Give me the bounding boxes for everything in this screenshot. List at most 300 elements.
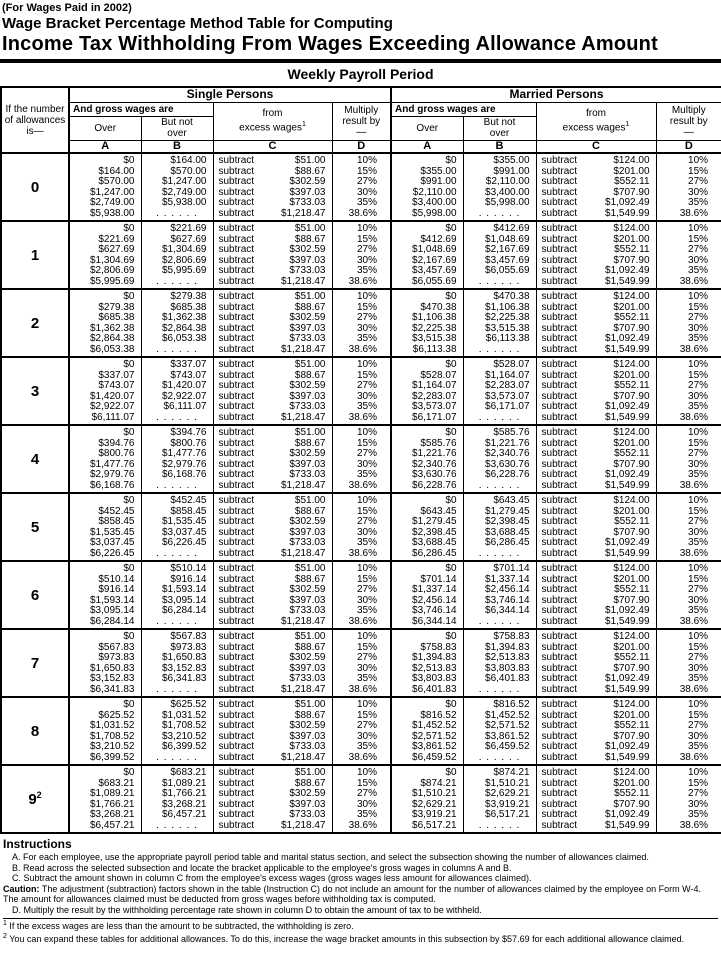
amount-line: . . . . . .: [478, 615, 521, 627]
amount-line: $973.83: [170, 641, 207, 653]
subtract-line: [537, 810, 656, 821]
subtract-line: [214, 585, 332, 596]
subtract-amount: $1,549.99: [605, 683, 650, 695]
married-col-b: B: [463, 140, 536, 153]
married-not-over-cell: [463, 561, 536, 629]
subtract-line: [537, 564, 656, 575]
subtract-amount: $201.00: [613, 777, 650, 789]
subtract-amount: $302.59: [289, 312, 326, 323]
rate-line: 30%: [357, 798, 378, 810]
subtract-line: [214, 564, 332, 575]
subtract-label: subtract: [218, 526, 255, 538]
subtract-label: subtract: [218, 547, 255, 559]
subtract-amount: $397.03: [289, 662, 326, 674]
subtract-amount: $302.59: [289, 448, 326, 459]
subtract-label: subtract: [541, 186, 578, 198]
subtract-line: [537, 334, 656, 345]
amount-line: . . . . . .: [478, 411, 521, 423]
married-not-over-cell: [463, 357, 536, 425]
rate-line: 38.6%: [679, 615, 709, 627]
amount-line: $1,304.69: [162, 244, 207, 255]
subtract-label: subtract: [218, 573, 255, 585]
subtract-label: subtract: [541, 720, 578, 731]
subtract-line: [537, 360, 656, 371]
subtract-label: subtract: [541, 479, 578, 491]
subtract-line: [537, 209, 656, 220]
subtract-amount: $302.59: [289, 244, 326, 255]
amount-line: $1,420.07: [162, 380, 207, 391]
allowances-column-header: If the number of allowances is—: [1, 87, 69, 153]
subtract-label: subtract: [218, 537, 255, 548]
subtract-label: subtract: [218, 233, 255, 245]
amount-line: $412.69: [493, 223, 530, 234]
subtract-line: [214, 496, 332, 507]
subtract-line: [214, 345, 332, 356]
rate-line: 38.6%: [679, 751, 709, 763]
amount-line: $991.00: [493, 165, 530, 177]
rate-line: 27%: [688, 516, 709, 527]
footnotes: [3, 919, 718, 944]
subtract-label: subtract: [541, 427, 578, 438]
married-subtract-cell: [536, 561, 656, 629]
amount-line: $683.21: [170, 767, 207, 778]
amount-line: $0: [123, 427, 135, 438]
amount-line: $6,284.14: [90, 615, 135, 627]
subtract-line: [214, 402, 332, 413]
amount-line: $3,210.52: [90, 741, 135, 752]
subtract-amount: $397.03: [289, 322, 326, 334]
subtract-label: subtract: [218, 819, 255, 831]
single-subtract-cell: [213, 221, 332, 289]
rate-line: 30%: [357, 458, 378, 470]
amount-line: $2,979.76: [162, 458, 207, 470]
subtract-line: [537, 449, 656, 460]
subtract-amount: $733.03: [289, 673, 326, 684]
subtract-amount: $397.03: [289, 390, 326, 402]
subtract-label: subtract: [541, 641, 578, 653]
rate-line: 35%: [357, 401, 378, 412]
rate-line: 35%: [688, 333, 709, 344]
amount-line: . . . . . .: [156, 751, 198, 763]
amount-line: $1,337.14: [485, 573, 530, 585]
rate-line: 38.6%: [679, 207, 709, 219]
married-over-cell: [391, 493, 463, 561]
subtract-line: [537, 345, 656, 356]
amount-line: $3,919.21: [412, 809, 457, 820]
amount-line: $2,864.38: [90, 333, 135, 344]
rate-line: 30%: [357, 662, 378, 674]
rate-line: 10%: [357, 427, 378, 438]
single-subtract-cell: [213, 289, 332, 357]
subtract-label: subtract: [218, 709, 255, 721]
rate-line: 10%: [688, 291, 709, 302]
amount-line: $1,164.07: [485, 369, 530, 381]
caution-text: The adjustment (subtraction) factors shown in the table (Instruction C) do not include an amount for the number of allowances claimed by the employee on Form W-4. The amount for allowances claimed must be deducted from gross wages before withholding tax is computed.: [3, 883, 702, 904]
instruction-caution: [3, 884, 718, 905]
excess-footnote-mark: 1: [301, 121, 306, 129]
single-not-over-cell: [141, 153, 213, 221]
subtract-label: subtract: [218, 254, 255, 266]
amount-line: $6,055.69: [412, 275, 457, 287]
payroll-period-title: Weekly Payroll Period: [287, 66, 434, 82]
amount-line: $800.76: [98, 448, 135, 459]
amount-line: $3,573.07: [412, 401, 457, 412]
subtract-amount: $1,218.47: [281, 615, 326, 627]
subtract-amount: $201.00: [613, 233, 650, 245]
amount-line: $6,341.83: [162, 673, 207, 684]
amount-line: $5,995.69: [162, 265, 207, 276]
subtract-amount: $552.11: [614, 788, 650, 799]
subtract-line: [214, 449, 332, 460]
instruction-step-d: D. Multiply the result by the withholding percentage rate shown in column D to obtain the amount of tax to be withheld.: [12, 904, 482, 915]
footnote-mark: 1: [3, 920, 7, 927]
rate-line: 38.6%: [679, 683, 709, 695]
amount-line: $1,510.21: [412, 788, 457, 799]
rate-line: 38.6%: [348, 819, 378, 831]
subtract-label: subtract: [218, 699, 255, 710]
amount-line: $570.00: [170, 165, 207, 177]
subtract-amount: $124.00: [613, 359, 650, 370]
subtract-label: subtract: [218, 380, 255, 391]
subtract-label: subtract: [541, 584, 578, 595]
married-col-a: A: [391, 140, 463, 153]
amount-line: $3,400.00: [485, 186, 530, 198]
rate-line: 38.6%: [348, 275, 378, 287]
amount-line: $585.76: [420, 437, 457, 449]
single-col-d: D: [332, 140, 391, 153]
subtract-line: [537, 721, 656, 732]
rate-line: 30%: [357, 186, 378, 198]
subtract-amount: $124.00: [613, 495, 650, 506]
subtract-amount: $1,092.49: [605, 401, 650, 412]
amount-line: $0: [445, 699, 457, 710]
amount-line: $2,806.69: [90, 265, 135, 276]
subtract-label: subtract: [541, 312, 578, 323]
instruction-step-a: A. For each employee, use the appropriate payroll period table and marital status section, and select the subsection showing the number of allowances claimed.: [12, 852, 649, 862]
subtract-label: subtract: [541, 547, 578, 559]
subtract-label: subtract: [218, 631, 255, 642]
amount-line: $1,089.21: [162, 777, 207, 789]
married-not-over-cell: [463, 425, 536, 493]
amount-line: $2,456.14: [485, 584, 530, 595]
married-over-cell: [391, 221, 463, 289]
married-col-d: D: [656, 140, 721, 153]
subtract-label: subtract: [541, 301, 578, 313]
subtract-amount: $1,218.47: [281, 819, 326, 831]
amount-line: $2,167.69: [485, 244, 530, 255]
subtract-amount: $1,218.47: [281, 751, 326, 763]
subtract-line: [537, 617, 656, 628]
subtract-amount: $397.03: [289, 594, 326, 606]
rate-line: 35%: [357, 673, 378, 684]
amount-line: $2,110.00: [485, 176, 530, 187]
amount-line: $6,055.69: [485, 265, 530, 276]
amount-line: $1,708.52: [90, 730, 135, 742]
allowance-row-3: [1, 357, 721, 425]
single-over-cell: [69, 561, 141, 629]
rate-line: 27%: [357, 788, 378, 799]
subtract-amount: $302.59: [289, 788, 326, 799]
subtract-line: [214, 674, 332, 685]
single-subtract-cell: [213, 357, 332, 425]
allowance-number: 4: [30, 450, 40, 468]
subtract-label: subtract: [218, 652, 255, 663]
amount-line: . . . . . .: [478, 683, 521, 695]
single-over-cell: [69, 629, 141, 697]
amount-line: $3,630.76: [412, 469, 457, 480]
excess-header-line1: from: [262, 108, 283, 120]
subtract-amount: $1,218.47: [281, 547, 326, 559]
amount-line: $643.45: [420, 505, 457, 517]
married-not-over-cell: [463, 629, 536, 697]
rate-line: 38.6%: [348, 411, 378, 423]
subtract-amount: $707.90: [613, 186, 650, 198]
subtract-amount: $552.11: [614, 312, 650, 323]
married-over-header: Over: [391, 116, 463, 140]
amount-line: $0: [445, 359, 457, 370]
amount-line: $528.07: [420, 369, 457, 381]
amount-line: $2,629.21: [412, 798, 457, 810]
rate-line: 10%: [688, 563, 709, 574]
subtract-amount: $88.67: [294, 437, 326, 449]
rate-line: 35%: [357, 197, 378, 208]
allowance-count: [1, 221, 69, 289]
amount-line: . . . . . .: [478, 547, 521, 559]
subtract-label: subtract: [541, 516, 578, 527]
subtract-label: subtract: [218, 448, 255, 459]
amount-line: $1,394.83: [485, 641, 530, 653]
amount-line: $1,477.76: [90, 458, 135, 470]
subtract-amount: $707.90: [613, 594, 650, 606]
subtract-amount: $124.00: [613, 631, 650, 642]
single-rate-cell: [332, 561, 391, 629]
single-col-a: A: [69, 140, 141, 153]
amount-line: $1,650.83: [90, 662, 135, 674]
subtract-label: subtract: [541, 662, 578, 674]
subtract-label: subtract: [541, 615, 578, 627]
amount-line: $1,766.21: [162, 788, 207, 799]
rate-line: 27%: [357, 720, 378, 731]
subtract-amount: $302.59: [289, 176, 326, 187]
subtract-amount: $51.00: [294, 563, 326, 574]
single-rate-cell: [332, 493, 391, 561]
single-rate-cell: [332, 289, 391, 357]
rate-line: 15%: [357, 301, 378, 313]
amount-line: $6,226.45: [162, 537, 207, 548]
footnote-1: $^1$ If the excess wages are less than the amount to be subtracted, the withholding is zero.: [3, 920, 354, 931]
subtract-amount: $707.90: [613, 322, 650, 334]
rate-line: 38.6%: [679, 275, 709, 287]
subtract-amount: $733.03: [289, 265, 326, 276]
married-rate-cell: [656, 425, 721, 493]
married-subtract-cell: [536, 221, 656, 289]
subtract-line: [214, 821, 332, 832]
amount-line: $355.00: [420, 165, 457, 177]
subtract-amount: $1,549.99: [605, 751, 650, 763]
subtract-label: subtract: [218, 615, 255, 627]
subtract-label: subtract: [541, 369, 578, 381]
rate-line: 27%: [688, 176, 709, 187]
amount-line: $6,517.21: [412, 819, 457, 831]
subtract-label: subtract: [218, 244, 255, 255]
amount-line: $743.07: [170, 369, 207, 381]
subtract-label: subtract: [218, 730, 255, 742]
subtract-amount: $88.67: [294, 573, 326, 585]
amount-line: $991.00: [420, 176, 457, 187]
amount-line: $625.52: [98, 709, 135, 721]
rate-line: 38.6%: [679, 819, 709, 831]
subtract-amount: $201.00: [613, 301, 650, 313]
allowance-footnote-mark: 2: [36, 790, 42, 800]
subtract-amount: $1,218.47: [281, 343, 326, 355]
subtract-label: subtract: [541, 359, 578, 370]
rate-line: 27%: [688, 584, 709, 595]
amount-line: . . . . . .: [478, 819, 521, 831]
amount-line: $337.07: [98, 369, 135, 381]
allowance-count: [1, 561, 69, 629]
amount-line: $2,629.21: [485, 788, 530, 799]
subtract-line: [214, 653, 332, 664]
rate-line: 30%: [357, 254, 378, 266]
amount-line: $0: [445, 631, 457, 642]
amount-line: $6,111.07: [91, 411, 135, 423]
single-rate-cell: [332, 697, 391, 765]
married-over-cell: [391, 629, 463, 697]
subtract-line: [214, 209, 332, 220]
subtract-amount: $302.59: [289, 720, 326, 731]
married-rate-cell: [656, 153, 721, 221]
subtract-amount: $51.00: [294, 359, 326, 370]
subtract-line: [537, 428, 656, 439]
subtract-label: subtract: [541, 401, 578, 412]
single-subtract-cell: [213, 765, 332, 833]
subtract-label: subtract: [541, 605, 578, 616]
subtract-line: [214, 156, 332, 167]
subtract-amount: $1,218.47: [281, 275, 326, 287]
amount-line: $394.76: [170, 427, 207, 438]
subtract-amount: $1,092.49: [605, 265, 650, 276]
amount-line: . . . . . .: [156, 819, 198, 831]
withholding-table: [0, 86, 721, 834]
subtract-line: [537, 674, 656, 685]
single-rate-cell: [332, 629, 391, 697]
subtract-amount: $1,549.99: [605, 343, 650, 355]
subtract-line: [537, 177, 656, 188]
subtract-label: subtract: [541, 788, 578, 799]
amount-line: . . . . . .: [478, 207, 521, 219]
subtract-amount: $124.00: [613, 291, 650, 302]
amount-line: $5,995.69: [90, 275, 135, 287]
amount-line: $3,515.38: [485, 322, 530, 334]
allowance-number: 8: [30, 722, 40, 740]
rate-line: 27%: [357, 584, 378, 595]
rate-line: 10%: [688, 223, 709, 234]
rate-line: 30%: [688, 662, 709, 674]
subtract-label: subtract: [541, 809, 578, 820]
amount-line: $0: [123, 359, 135, 370]
subtract-label: subtract: [218, 223, 255, 234]
amount-line: $6,113.38: [412, 343, 457, 355]
subtract-line: [214, 198, 332, 209]
rate-line: 27%: [688, 380, 709, 391]
subtract-label: subtract: [541, 197, 578, 208]
rate-line: 27%: [688, 720, 709, 731]
rate-line: 38.6%: [348, 343, 378, 355]
rate-line: 30%: [688, 526, 709, 538]
rate-line: 10%: [688, 495, 709, 506]
subtract-label: subtract: [541, 254, 578, 266]
single-over-cell: [69, 425, 141, 493]
subtract-line: [214, 685, 332, 696]
subtract-amount: $1,092.49: [605, 537, 650, 548]
subtract-label: subtract: [218, 720, 255, 731]
amount-line: $3,268.21: [162, 798, 207, 810]
rate-line: 27%: [357, 652, 378, 663]
subtract-amount: $51.00: [294, 495, 326, 506]
single-subtract-cell: [213, 425, 332, 493]
subtract-label: subtract: [218, 369, 255, 381]
amount-line: $800.76: [170, 437, 207, 449]
subtract-amount: $124.00: [613, 563, 650, 574]
allowance-number: 9: [28, 791, 37, 808]
subtract-line: [537, 413, 656, 424]
excess-header-line2: excess wages$^1$: [239, 121, 306, 134]
amount-line: $3,515.38: [412, 333, 457, 344]
subtract-line: [537, 538, 656, 549]
amount-line: . . . . . .: [156, 615, 198, 627]
subtract-amount: $302.59: [289, 584, 326, 595]
married-rate-cell: [656, 493, 721, 561]
subtract-label: subtract: [541, 767, 578, 778]
wages-paid-year-line: (For Wages Paid in 2002): [2, 2, 132, 14]
subtract-label: subtract: [541, 819, 578, 831]
subtract-line: [537, 685, 656, 696]
subtract-line: [214, 277, 332, 288]
amount-line: $3,803.83: [412, 673, 457, 684]
amount-line: $510.14: [98, 573, 135, 585]
amount-line: $2,806.69: [162, 254, 207, 266]
rate-line: 35%: [688, 673, 709, 684]
allowance-row-6: [1, 561, 721, 629]
subtract-label: subtract: [218, 662, 255, 674]
allowance-count: [1, 493, 69, 561]
subtract-line: [214, 632, 332, 643]
subtract-line: [214, 606, 332, 617]
subtract-amount: $552.11: [614, 380, 650, 391]
subtract-line: [537, 156, 656, 167]
subtract-label: subtract: [541, 652, 578, 663]
single-not-over-header: But not over: [141, 116, 213, 140]
subtract-label: subtract: [218, 165, 255, 177]
rate-line: 30%: [357, 594, 378, 606]
rate-line: 27%: [357, 448, 378, 459]
amount-line: $3,210.52: [162, 730, 207, 742]
single-not-over-cell: [141, 221, 213, 289]
amount-line: $1,031.52: [90, 720, 135, 731]
amount-line: $2,456.14: [412, 594, 457, 606]
subtract-line: [537, 313, 656, 324]
amount-line: $0: [445, 223, 457, 234]
allowance-number: 3: [30, 382, 40, 400]
amount-line: $3,457.69: [412, 265, 457, 276]
amount-line: $6,341.83: [90, 683, 135, 695]
amount-line: $2,749.00: [162, 186, 207, 198]
amount-line: . . . . . .: [156, 343, 198, 355]
subtract-line: [537, 789, 656, 800]
table-subtitle: Wage Bracket Percentage Method Table for Computing: [2, 15, 393, 32]
subtract-line: [214, 538, 332, 549]
subtract-amount: $733.03: [289, 469, 326, 480]
